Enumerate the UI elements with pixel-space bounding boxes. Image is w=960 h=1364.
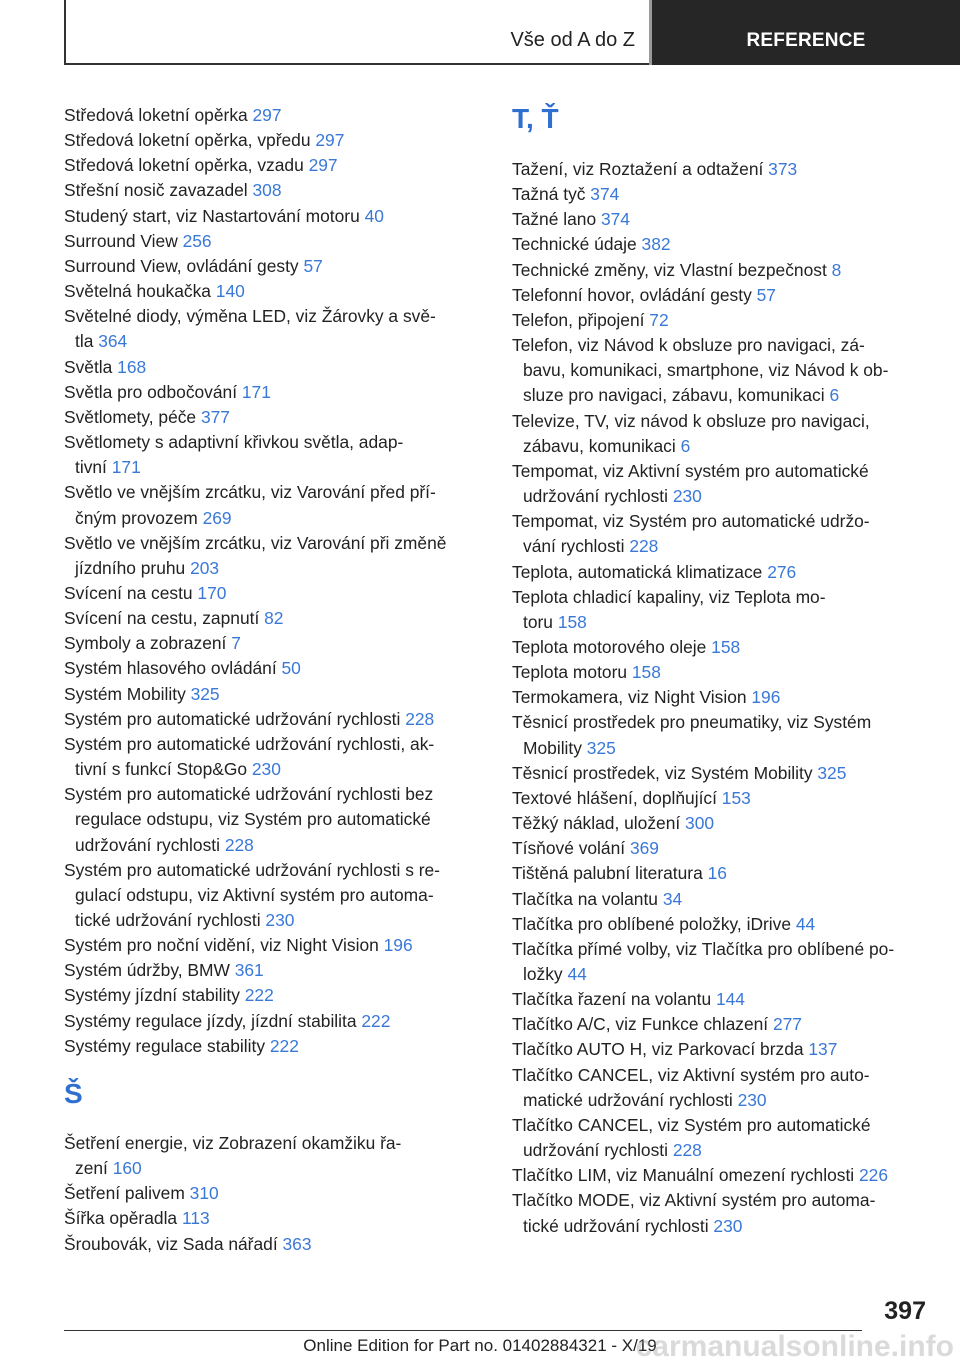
index-entry — [64, 430, 484, 480]
index-entry — [64, 958, 484, 983]
chapter-title: REFERENCE — [746, 30, 866, 51]
index-entry-text: Světla pro odbočování — [64, 381, 242, 402]
index-entry-text: Tempomat, viz Aktivní systém pro automatické — [512, 460, 869, 481]
page-reference-link[interactable]: 256 — [182, 230, 212, 251]
section-title: Vše od A do Z — [510, 29, 635, 51]
page-reference-link[interactable]: 137 — [808, 1039, 838, 1060]
page-reference-link[interactable]: 363 — [282, 1233, 312, 1254]
index-entries-s — [64, 103, 484, 1059]
index-entry-text: Tlačítka řazení na volantu — [512, 989, 716, 1010]
index-entry-text: Světla — [64, 356, 118, 377]
index-entry-text: vání rychlosti — [523, 536, 630, 557]
page-reference-link[interactable]: 196 — [751, 687, 781, 708]
index-entry — [64, 606, 484, 631]
page-reference-link[interactable]: 230 — [737, 1089, 767, 1110]
index-entry — [64, 204, 484, 229]
index-entry — [512, 987, 932, 1012]
header-bottom-rule — [64, 63, 649, 65]
index-entry-text: Symboly a zobrazení — [64, 633, 232, 654]
page-reference-link[interactable]: 297 — [315, 130, 345, 151]
index-entry-text: Šroubovák, viz Sada nářadí — [64, 1233, 283, 1254]
index-entry-text: Systémy jízdní stability — [64, 985, 245, 1006]
index-entry-text: Středová loketní opěrka, vzadu — [64, 155, 309, 176]
page-reference-link[interactable]: 140 — [215, 281, 245, 302]
index-entry-text: Šetření palivem — [64, 1183, 190, 1204]
index-entry — [512, 308, 932, 333]
watermark: carmanualsonline.info — [635, 1330, 954, 1363]
index-entry-text: Světlomety, péče — [64, 406, 201, 427]
index-entry-text: zení — [75, 1158, 113, 1179]
page-reference-link[interactable]: 226 — [858, 1165, 888, 1186]
index-entry-text: tické udržování rychlosti — [523, 1215, 714, 1236]
index-entry — [64, 1131, 484, 1181]
index-entry-text: Tlačítka na volantu — [512, 888, 663, 909]
index-entry-text: Světlomety s adaptivní křivkou světla, adap‐ — [64, 432, 404, 453]
index-entry — [512, 409, 932, 459]
page-reference-link[interactable]: 50 — [281, 658, 301, 679]
index-entry — [64, 1034, 484, 1059]
index-entry — [64, 782, 484, 857]
index-entry-text: bavu, komunikaci, smartphone, viz Návod k ob‐ — [523, 360, 889, 381]
page-reference-link[interactable]: 6 — [680, 435, 691, 456]
page-reference-link[interactable]: 297 — [252, 105, 282, 125]
index-entry-text: Systém Mobility — [64, 683, 191, 704]
index-entry-text: Světelná houkačka — [64, 281, 216, 302]
index-entry-text: Tlačítko A/C, viz Funkce chlazení — [512, 1014, 773, 1035]
index-entry-text: Tlačítko MODE, viz Aktivní systém pro automa‐ — [512, 1190, 876, 1211]
index-entry-text: Světlo ve vnějším zrcátku, viz Varování před pří‐ — [64, 482, 436, 503]
index-entry — [64, 480, 484, 530]
page-reference-link[interactable]: 325 — [190, 683, 220, 704]
index-entry — [64, 304, 484, 354]
page-reference-link[interactable]: 8 — [831, 259, 842, 280]
index-entry — [512, 635, 932, 660]
index-entry — [512, 232, 932, 257]
index-entry — [64, 858, 484, 933]
index-entry — [64, 1181, 484, 1206]
index-entry-text: Telefon, připojení — [512, 309, 650, 330]
page-reference-link[interactable]: 170 — [197, 582, 227, 603]
index-entry-text: Střešní nosič zavazadel — [64, 180, 253, 201]
page-reference-link[interactable]: 7 — [231, 633, 241, 654]
index-entry-text: Systém pro automatické udržování rychlosti — [64, 708, 406, 729]
index-entry — [512, 1113, 932, 1163]
index-entry — [64, 732, 484, 782]
index-entry — [512, 710, 932, 760]
index-entry-text: Tištěná palubní literatura — [512, 863, 708, 884]
page-reference-link[interactable]: 222 — [361, 1010, 391, 1031]
index-column-left — [64, 103, 484, 1257]
index-entry-text: Surround View — [64, 230, 183, 251]
index-entry-text: Teplota chladicí kapaliny, viz Teplota mo‐ — [512, 586, 826, 607]
index-entry — [512, 459, 932, 509]
index-entry-text: Tlačítko AUTO H, viz Parkovací brzda — [512, 1039, 809, 1060]
index-entry — [512, 1188, 932, 1238]
page-reference-link[interactable]: 34 — [662, 888, 683, 909]
page-reference-link[interactable]: 300 — [685, 813, 715, 834]
index-entry-text: Tlačítka přímé volby, viz Tlačítka pro oblíbené po‐ — [512, 938, 895, 959]
page-reference-link[interactable]: 361 — [234, 960, 264, 981]
page-reference-link[interactable]: 382 — [641, 234, 671, 255]
index-entry — [64, 153, 484, 178]
index-entry-text: ložky — [523, 964, 568, 984]
index-entry-text: Tlačítko LIM, viz Manuální omezení rychlosti — [512, 1165, 859, 1186]
index-entry-text: Technické údaje — [512, 234, 642, 255]
index-entry — [512, 1163, 932, 1188]
page-reference-link[interactable]: 230 — [672, 486, 702, 507]
page-reference-link[interactable]: 310 — [189, 1183, 219, 1204]
index-entry — [64, 631, 484, 656]
index-entry-text: Televize, TV, viz návod k obsluze pro navigaci, — [512, 410, 870, 431]
page-reference-link[interactable]: 308 — [252, 180, 282, 201]
index-entry — [64, 405, 484, 430]
page-reference-link[interactable]: 222 — [269, 1035, 299, 1056]
index-entry — [64, 279, 484, 304]
index-entry — [64, 254, 484, 279]
index-entry — [64, 682, 484, 707]
index-entry — [64, 531, 484, 581]
index-entry — [512, 182, 932, 207]
index-entry — [512, 585, 932, 635]
index-entry — [64, 380, 484, 405]
index-entry-text: Tempomat, viz Systém pro automatické udržo‐ — [512, 511, 870, 532]
page-reference-link[interactable]: 230 — [265, 910, 295, 930]
index-entry — [512, 560, 932, 585]
index-entry-text: Středová loketní opěrka — [64, 105, 253, 125]
page-reference-link[interactable]: 40 — [364, 205, 384, 226]
index-entry — [64, 229, 484, 254]
index-entry-text: Textové hlášení, doplňující — [512, 787, 722, 808]
page-reference-link[interactable]: 364 — [98, 331, 128, 352]
index-entry — [64, 707, 484, 732]
page-reference-link[interactable]: 171 — [241, 381, 271, 402]
page-reference-link[interactable]: 160 — [112, 1158, 142, 1179]
index-entry-text: Technické změny, viz Vlastní bezpečnost — [512, 259, 832, 280]
index-entry — [512, 207, 932, 232]
index-entry — [64, 1206, 484, 1231]
index-entry-text: Teplota motoru — [512, 662, 632, 683]
page-reference-link[interactable]: 297 — [308, 155, 338, 176]
index-entry — [512, 1037, 932, 1062]
index-entry — [64, 103, 484, 128]
index-entry-text: Těsnicí prostředek pro pneumatiky, viz Systém — [512, 712, 872, 733]
index-entry — [512, 333, 932, 408]
page-reference-link[interactable]: 203 — [190, 557, 220, 578]
index-entry-text: čným provozem — [75, 507, 203, 528]
page-reference-link[interactable]: 16 — [707, 863, 727, 884]
index-entry — [512, 258, 932, 283]
index-entry — [512, 761, 932, 786]
page-reference-link[interactable]: 269 — [202, 507, 232, 528]
index-entry-text: Termokamera, viz Night Vision — [512, 687, 752, 708]
index-entry-text: Tažné lano — [512, 209, 601, 230]
index-entry — [64, 1232, 484, 1257]
index-entry — [64, 656, 484, 681]
index-entry-text: Telefonní hovor, ovládání gesty — [512, 284, 757, 305]
index-entry-text: Světlo ve vnějším zrcátku, viz Varování při změně — [64, 532, 447, 553]
index-entry — [512, 912, 932, 937]
index-entry-text: Mobility — [523, 737, 587, 758]
index-letter-s-caron: Š — [64, 1077, 83, 1109]
page-reference-link[interactable]: 44 — [795, 913, 816, 934]
index-entries-s-caron — [64, 1131, 484, 1257]
page-reference-link[interactable]: 158 — [631, 662, 661, 683]
footer-edition: Online Edition for Part no. 01402884321 - X/19 — [303, 1336, 657, 1355]
index-entry-text: tla — [75, 331, 99, 352]
index-entry-text: Systém hlasového ovládání — [64, 658, 282, 679]
index-entry — [64, 128, 484, 153]
index-entry-text: Šetření energie, viz Zobrazení okamžiku řa‐ — [64, 1132, 402, 1153]
index-entry-text: tické udržování rychlosti — [75, 910, 266, 930]
index-entry-text: jízdního pruhu — [75, 557, 191, 578]
index-entry-text: Těžký náklad, uložení — [512, 813, 686, 834]
index-entry-text: gulací odstupu, viz Aktivní systém pro automa‐ — [75, 884, 434, 905]
index-entry-text: Šířka opěradla — [64, 1208, 182, 1229]
index-entry — [512, 836, 932, 861]
index-entry-text: Tažení, viz Roztažení a odtažení — [512, 159, 769, 179]
index-entry-text: Teplota, automatická klimatizace — [512, 561, 768, 582]
index-entry-text: matické udržování rychlosti — [523, 1089, 738, 1110]
index-entry-text: Tažná tyč — [512, 184, 591, 205]
index-entry-text: Systém pro noční vidění, viz Night Vision — [64, 935, 384, 956]
index-entry — [512, 283, 932, 308]
index-entry — [512, 786, 932, 811]
page-reference-link[interactable]: 228 — [672, 1140, 702, 1161]
index-entry — [512, 157, 932, 182]
page-reference-link[interactable]: 373 — [768, 159, 798, 179]
header-left-rule — [64, 0, 66, 64]
index-entry — [64, 933, 484, 958]
page-reference-link[interactable]: 377 — [200, 406, 230, 427]
index-entry-text: Tísňové volání — [512, 838, 630, 859]
index-letter-t: T, Ť — [512, 103, 559, 134]
index-entry-text: Tlačítko CANCEL, viz Systém pro automatické — [512, 1114, 871, 1135]
page-reference-link[interactable]: 369 — [629, 838, 659, 859]
page-reference-link[interactable]: 153 — [721, 787, 751, 808]
page-reference-link[interactable]: 168 — [117, 356, 147, 377]
page-reference-link[interactable]: 171 — [111, 457, 141, 478]
index-entry-text: Tlačítko CANCEL, viz Aktivní systém pro auto‐ — [512, 1064, 870, 1085]
index-entry-text: Systém pro automatické udržování rychlosti bez — [64, 784, 434, 805]
page-reference-link[interactable]: 196 — [383, 935, 413, 956]
index-entry — [512, 660, 932, 685]
index-entry-text: tivní s funkcí Stop&Go — [75, 759, 252, 780]
page-reference-link[interactable]: 44 — [567, 964, 587, 984]
page-reference-link[interactable]: 277 — [772, 1014, 802, 1035]
index-entry-text: toru — [523, 611, 558, 632]
index-entry — [512, 887, 932, 912]
index-entry — [512, 937, 932, 987]
page-reference-link[interactable]: 113 — [181, 1208, 210, 1229]
page-reference-link[interactable]: 230 — [713, 1215, 743, 1236]
index-entry-text: Těsnicí prostředek, viz Systém Mobility — [512, 762, 818, 783]
index-entry-text: udržování rychlosti — [75, 834, 225, 855]
index-entry — [64, 581, 484, 606]
index-entry-text: udržování rychlosti — [523, 486, 673, 507]
page-reference-link[interactable]: 82 — [264, 608, 284, 629]
index-entry-text: udržování rychlosti — [523, 1140, 673, 1161]
index-entry-text: zábavu, komunikaci — [523, 435, 681, 456]
page-reference-link[interactable]: 374 — [590, 184, 620, 205]
chapter-tab — [649, 0, 960, 65]
page-reference-link[interactable]: 276 — [767, 561, 797, 582]
page-reference-link[interactable]: 222 — [244, 985, 274, 1006]
index-entry — [64, 355, 484, 380]
index-entry-text: Systém pro automatické udržování rychlosti s re‐ — [64, 859, 440, 880]
index-entry — [512, 861, 932, 886]
index-entry — [64, 1009, 484, 1034]
index-entry-text: Systémy regulace stability — [64, 1035, 270, 1056]
index-entry — [64, 178, 484, 203]
index-column-right — [512, 103, 932, 1239]
index-entry-text: Teplota motorového oleje — [512, 636, 712, 657]
page-reference-link[interactable]: 57 — [756, 284, 776, 305]
index-entries-t — [512, 157, 932, 1239]
page-reference-link[interactable]: 228 — [629, 536, 659, 557]
index-entry-text: Surround View, ovládání gesty — [64, 255, 304, 276]
index-entry-text: Studený start, viz Nastartování motoru — [64, 205, 365, 226]
index-entry-text: Svícení na cestu — [64, 582, 198, 603]
index-entry — [512, 509, 932, 559]
index-entry-text: tivní — [75, 457, 112, 478]
page-reference-link[interactable]: 325 — [586, 737, 616, 758]
page-reference-link[interactable]: 374 — [600, 209, 630, 230]
page-reference-link[interactable]: 228 — [224, 834, 254, 855]
index-entry-text: regulace odstupu, viz Systém pro automatické — [75, 809, 431, 830]
page-reference-link[interactable]: 230 — [251, 759, 281, 780]
index-entry-text: Systém údržby, BMW — [64, 960, 235, 981]
index-entry-text: Středová loketní opěrka, vpředu — [64, 130, 316, 151]
page-reference-link[interactable]: 6 — [829, 385, 840, 406]
page-reference-link[interactable]: 158 — [557, 611, 587, 632]
index-entry — [512, 811, 932, 836]
page-reference-link[interactable]: 158 — [711, 636, 741, 657]
index-entry-text: Telefon, viz Návod k obsluze pro navigaci, zá‐ — [512, 335, 865, 356]
index-entry — [512, 1063, 932, 1113]
page-reference-link[interactable]: 325 — [817, 762, 847, 783]
index-entry — [64, 983, 484, 1008]
page-reference-link[interactable]: 228 — [405, 708, 435, 729]
index-entry-text: Světelné diody, výměna LED, viz Žárovky a svě‐ — [64, 306, 436, 327]
index-entry-text: Tlačítka pro oblíbené položky, iDrive — [512, 913, 796, 934]
page-reference-link[interactable]: 72 — [649, 309, 669, 330]
index-entry-text: Svícení na cestu, zapnutí — [64, 608, 265, 629]
page-reference-link[interactable]: 144 — [715, 989, 745, 1010]
index-entry-text: Systémy regulace jízdy, jízdní stabilita — [64, 1010, 362, 1031]
index-entry-text: Systém pro automatické udržování rychlosti, ak‐ — [64, 733, 435, 754]
index-entry — [512, 685, 932, 710]
page-reference-link[interactable]: 57 — [303, 255, 323, 276]
index-entry-text: sluze pro navigaci, zábavu, komunikaci — [523, 385, 830, 406]
index-entry — [512, 1012, 932, 1037]
page-number: 397 — [884, 1297, 926, 1325]
